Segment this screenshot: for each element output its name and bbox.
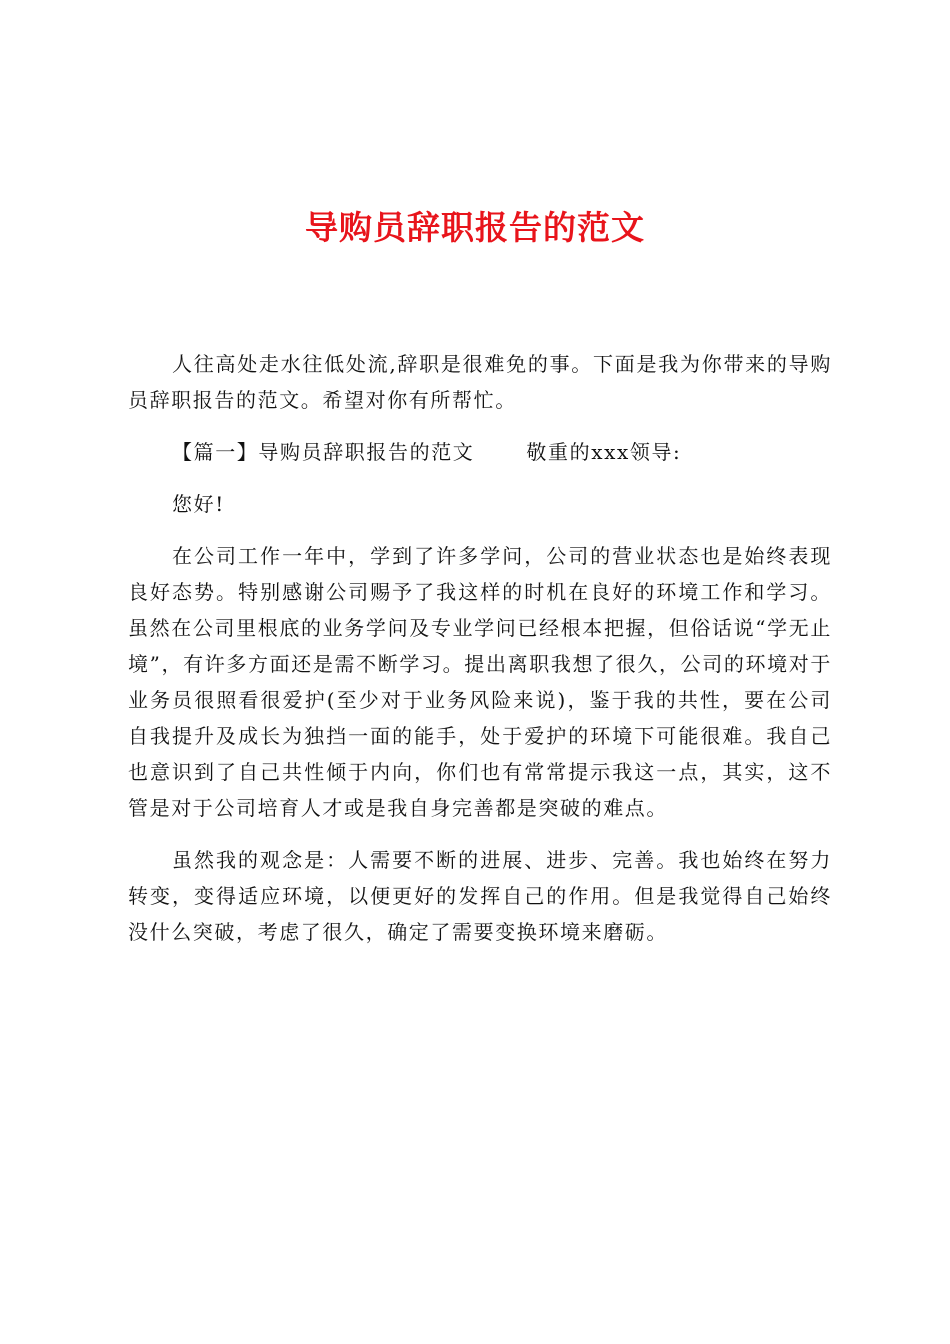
- section-label: 【篇一】导购员辞职报告的范文: [172, 440, 475, 464]
- section-heading-line: [128, 434, 832, 470]
- document-body: [128, 346, 832, 966]
- body-paragraph-2: 虽然我的观念是：人需要不断的进展、进步、完善。我也始终在努力转变，变得适应环境，以便更好的发挥自己的作用。但是我觉得自己始终没什么突破，考虑了很久，确定了需要变换环境来磨砺。: [128, 848, 832, 944]
- intro-paragraph: 人往高处走水往低处流,辞职是很难免的事。下面是我为你带来的导购员辞职报告的范文。希望对你有所帮忙。: [128, 352, 832, 412]
- body-paragraph-1: 在公司工作一年中，学到了许多学问，公司的营业状态也是始终表现良好态势。特别感谢公司赐予了我这样的时机在良好的环境工作和学习。虽然在公司里根底的业务学问及专业学问已经根本把握，但俗话说“学无止境”，有许多方面还是需不断学习。提出离职我想了很久，公司的环境对于业务员很照看很爱护(至少对于业务风险来说)，鉴于我的共性，要在公司自我提升及成长为独挡一面的能手，处于爱护的环境下可能很难。我自己也意识到了自己共性倾于内向，你们也有常常提示我这一点，其实，这不管是对于公司培育人才或是我自身完善都是突破的难点。: [128, 544, 832, 820]
- document-title: 导购员辞职报告的范文: [305, 208, 645, 247]
- salutation: 敬重的xxx领导:: [526, 440, 682, 464]
- greeting-paragraph: 您好!: [172, 492, 225, 516]
